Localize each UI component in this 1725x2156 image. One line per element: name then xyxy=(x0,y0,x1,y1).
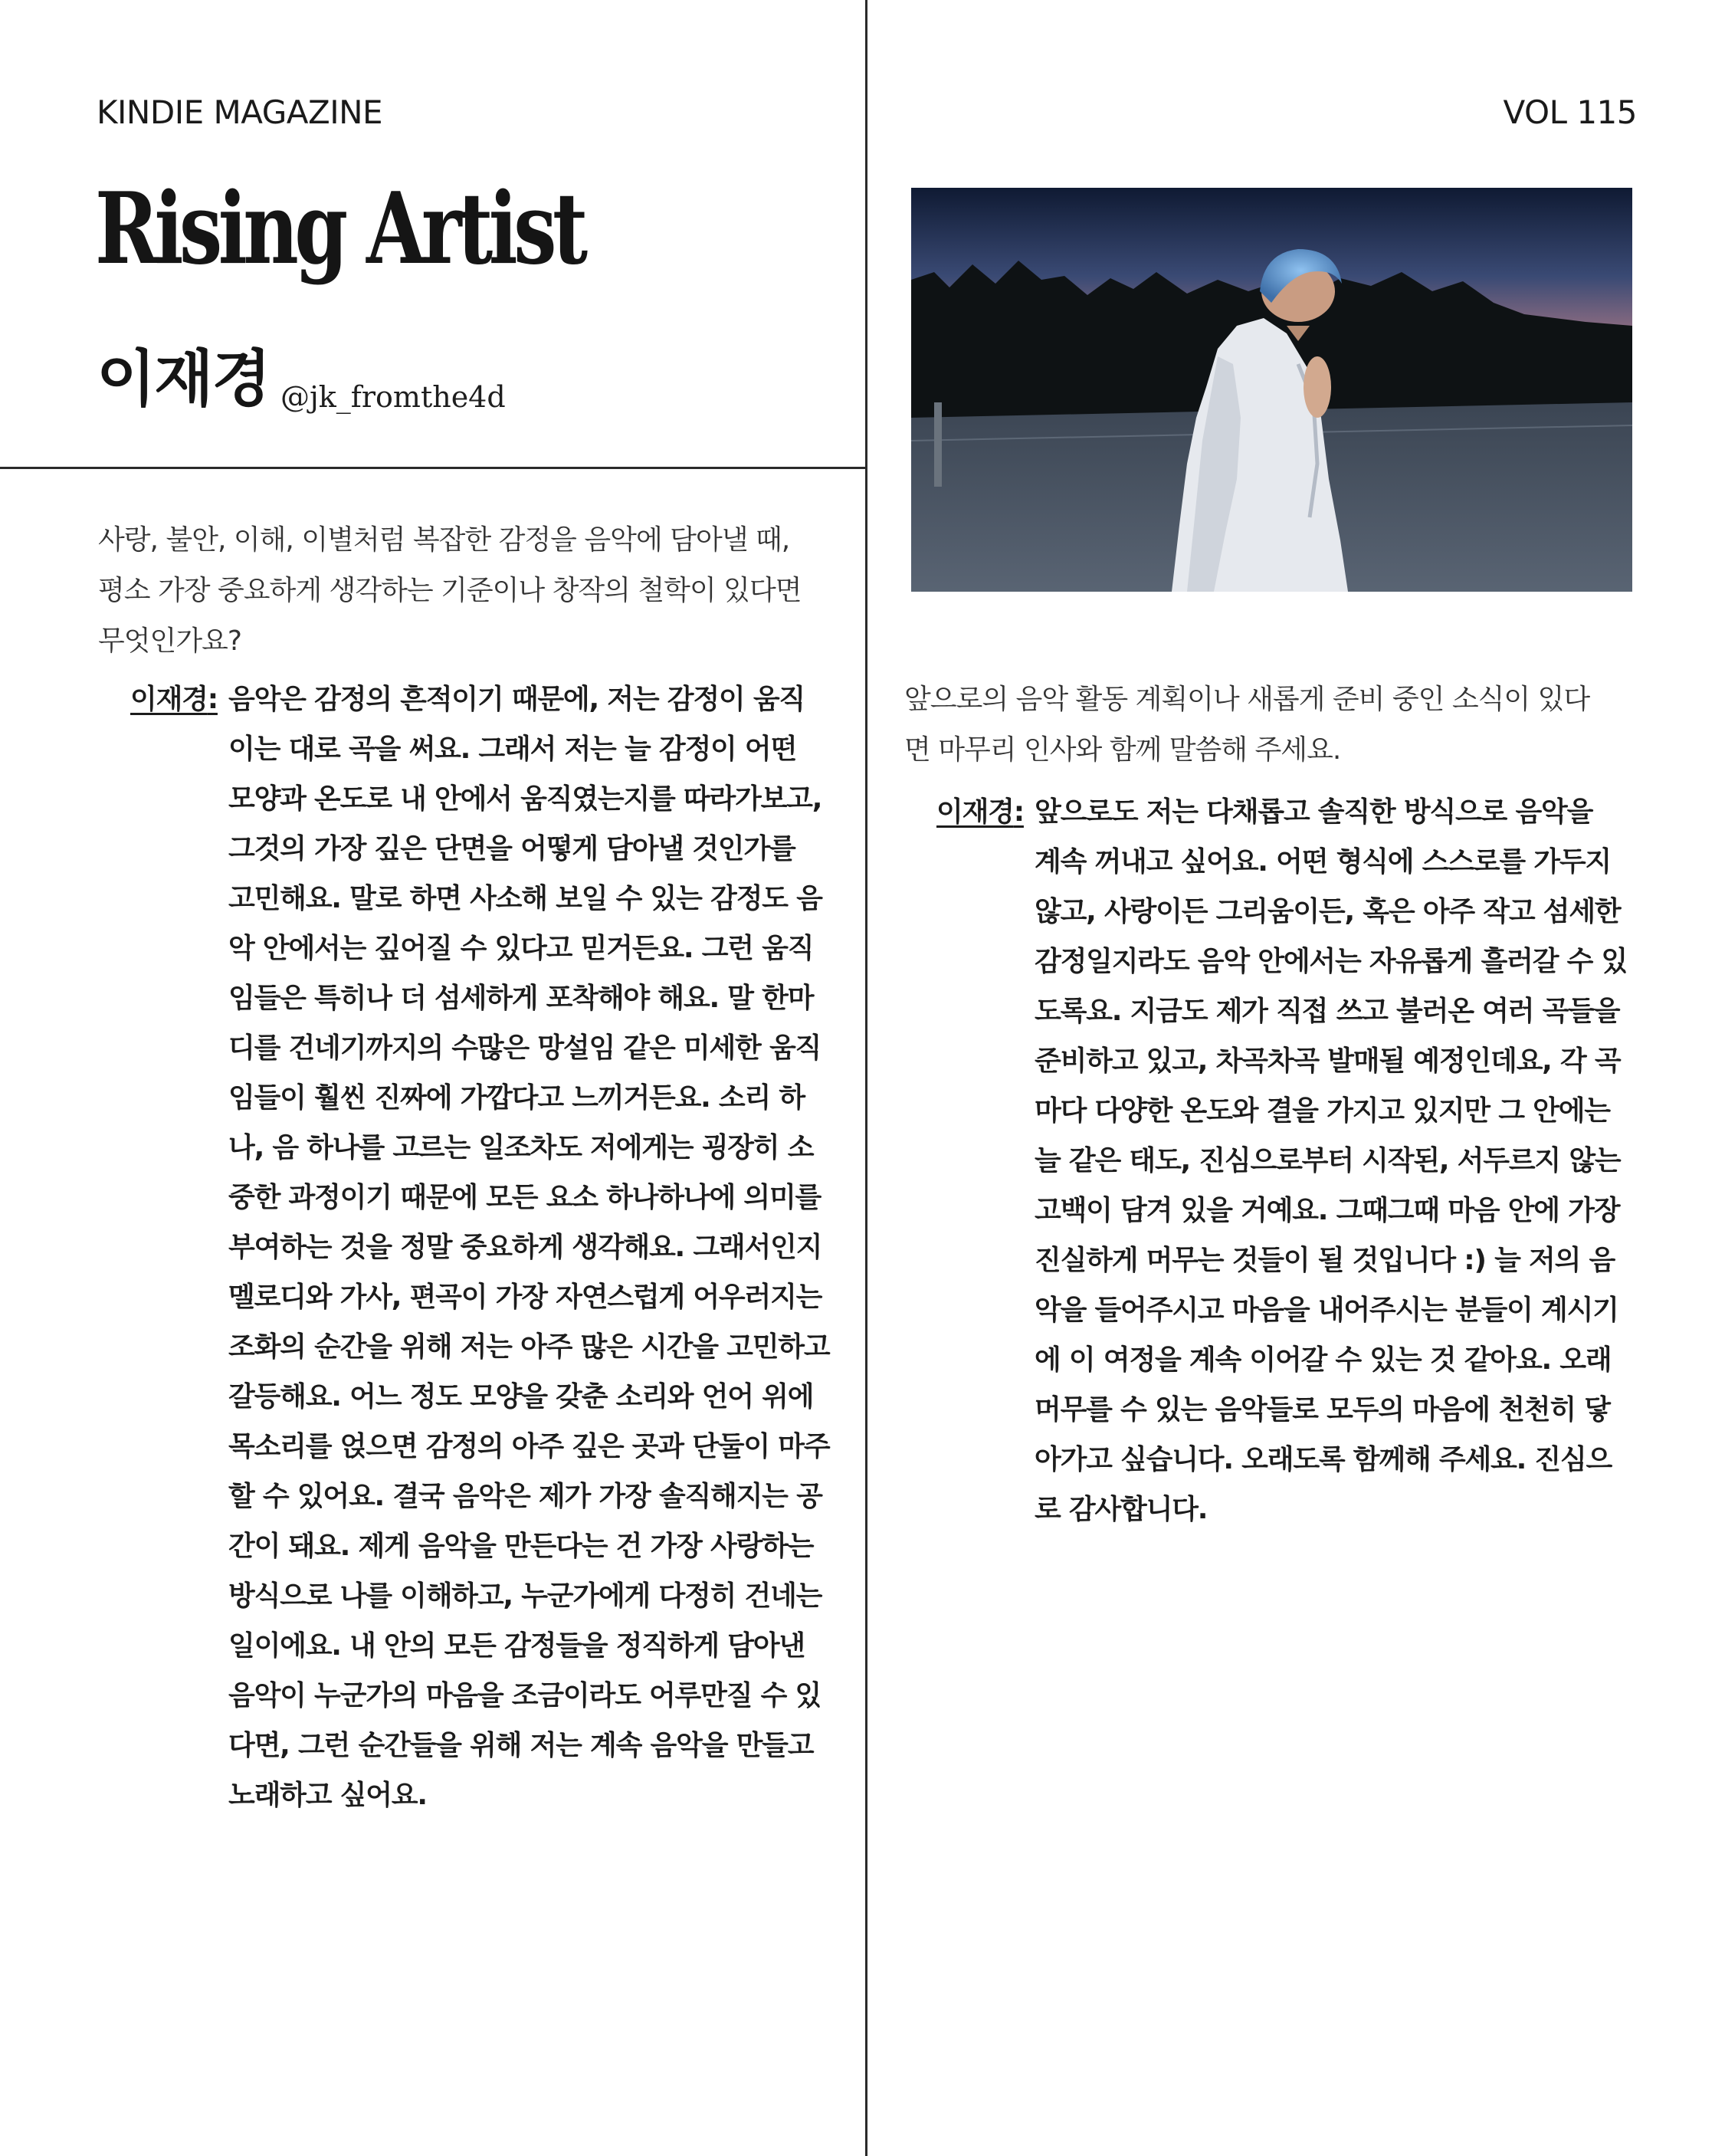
artist-handle: @jk_fromthe4d xyxy=(280,380,506,414)
answer-2-text: 앞으로도 저는 다채롭고 솔직한 방식으로 음악을 계속 꺼내고 싶어요. 어떤 형식에 스스로를 가두지 않고, 사랑이든 그리움이든, 혹은 아주 작고 섬세한 감정일지라도 음악 안에서는 자유롭게 흘러갈 수 있 도록요. 지금도 제가 직접 쓰고 불러온 여러 곡들을 준비하고 있고, 차곡차곡 발매될 예정인데요, 각 곡 마다 다양한 온도와 결을 가지고 있지만 그 안에는 늘 같은 태도, 진심으로부터 시작된, 서두르지 않는 고백이 담겨 있을 거예요. 그때그때 마음 안에 가장 진실하게 머무는 것들이 될 것입니다 :) 늘 저의 음 악을 들어주시고 마음을 내어주시는 분들이 계시기 에 이 여정을 계속 이어갈 수 있는 것 같아요. 오래 머무를 수 있는 음악들로 모두의 마음에 천천히 닿 아가고 싶습니다. 오래도록 함께해 주세요. 진심으 로 감사합니다. xyxy=(1035,796,1628,1525)
interview-answer-2 xyxy=(936,787,1648,1534)
question-1-text: 사랑, 불안, 이해, 이별처럼 복잡한 감정을 음악에 담아낼 때, 평소 가장 중요하게 생각하는 기준이나 창작의 철학이 있다면 무엇인가요? xyxy=(98,524,802,657)
header-divider xyxy=(0,467,865,469)
interview-answer-1 xyxy=(130,674,841,1820)
column-divider xyxy=(865,0,867,2156)
interview-question-2 xyxy=(904,674,1648,776)
volume-number: VOL 115 xyxy=(1503,94,1637,131)
artist-name: 이재경 xyxy=(97,343,270,415)
magazine-name: KINDIE MAGAZINE xyxy=(97,94,383,131)
interview-question-1 xyxy=(98,515,834,667)
answer-2-speaker: 이재경 : xyxy=(936,787,1035,837)
question-2-text: 앞으로의 음악 활동 계획이나 새롭게 준비 중인 소식이 있다 면 마무리 인사와 함께 말씀해 주세요. xyxy=(904,684,1590,766)
section-title: Rising Artist xyxy=(95,172,584,287)
answer-1-text: 음악은 감정의 흔적이기 때문에, 저는 감정이 움직 이는 대로 곡을 써요. 그래서 저는 늘 감정이 어떤 모양과 온도로 내 안에서 움직였는지를 따라가보고, 그것의 가장 깊은 단면을 어떻게 담아낼 것인가를 고민해요. 말로 하면 사소해 보일 수 있는 감정도 음 악 안에서는 깊어질 수 있다고 믿거든요. 그런 움직 임들은 특히나 더 섬세하게 포착해야 해요. 말 한마 디를 건네기까지의 수많은 망설임 같은 미세한 움직 임들이 훨씬 진짜에 가깝다고 느끼거든요. 소리 하 나, 음 하나를 고르는 일조차도 저에게는 굉장히 소 중한 과정이기 때문에 모든 요소 하나하나에 의미를 부여하는 것을 정말 중요하게 생각해요. 그래서인지 멜로디와 가사, 편곡이 가장 자연스럽게 어우러지는 조화의 순간을 위해 저는 아주 많은 시간을 고민하고 갈등해요. 어느 정도 모양을 갖춘 소리와 언어 위에 목소리를 얹으면 감정의 아주 깊은 곳과 단둘이 마주 할 수 있어요. 결국 음악은 제가 가장 솔직해지는 공 간이 돼요. 제게 음악을 만든다는 건 가장 사랑하는 방식으로 나를 이해하고, 누군가에게 다정히 건네는 일이에요. 내 안의 모든 감정들을 정직하게 담아낸 음악이 누군가의 마음을 조금이라도 어루만질 수 있 다면, 그런 순간들을 위해 저는 계속 음악을 만들고 노래하고 싶어요. xyxy=(228,684,830,1811)
artist-photo xyxy=(911,188,1632,592)
answer-1-speaker: 이재경 : xyxy=(130,674,228,724)
